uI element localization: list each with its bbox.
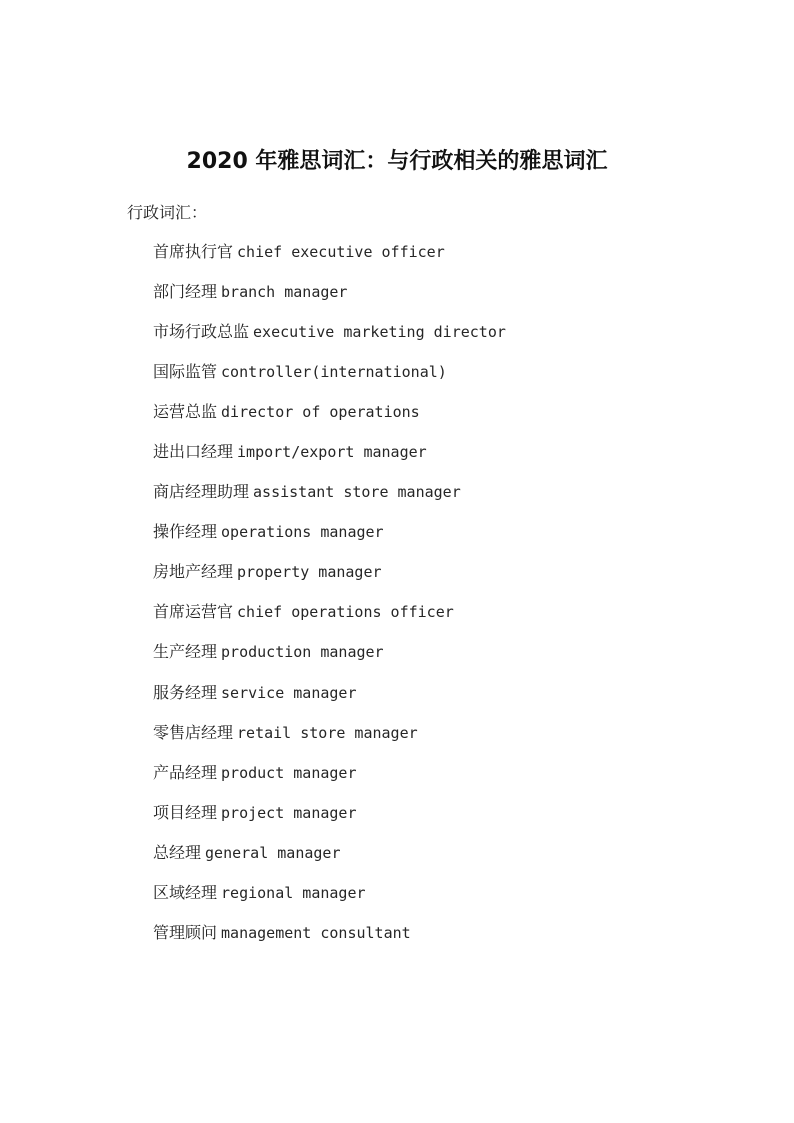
vocab-english-term: property manager <box>237 563 382 582</box>
vocab-chinese-term: 房地产经理 <box>153 562 234 582</box>
vocab-item <box>153 517 506 557</box>
vocab-chinese-term: 服务经理 <box>153 682 218 702</box>
vocab-chinese-term: 运营总监 <box>153 402 218 422</box>
vocab-english-term: chief operations officer <box>237 603 454 622</box>
vocab-english-term: general manager <box>205 843 341 862</box>
vocab-english-term: project manager <box>221 803 357 822</box>
vocab-chinese-term: 区域经理 <box>153 882 218 902</box>
vocab-english-term: product manager <box>221 763 357 782</box>
vocab-chinese-term: 项目经理 <box>153 802 218 822</box>
vocab-item <box>153 397 506 437</box>
vocab-chinese-term: 进出口经理 <box>153 442 234 462</box>
vocab-english-term: management consultant <box>221 923 411 942</box>
vocab-chinese-term: 市场行政总监 <box>153 322 250 342</box>
vocab-english-term: controller(international) <box>221 363 447 382</box>
vocab-chinese-term: 操作经理 <box>153 522 218 542</box>
vocab-item <box>153 798 506 838</box>
vocab-chinese-term: 首席运营官 <box>153 602 234 622</box>
vocab-item <box>153 838 506 878</box>
vocab-english-term: chief executive officer <box>237 243 445 261</box>
vocab-item <box>153 878 506 918</box>
vocab-english-term: director of operations <box>221 403 420 422</box>
vocab-chinese-term: 国际监管 <box>153 362 218 382</box>
vocab-english-term: operations manager <box>221 523 384 542</box>
vocab-item <box>153 758 506 798</box>
vocab-english-term: executive marketing director <box>253 323 506 342</box>
vocab-item <box>153 637 506 677</box>
vocab-chinese-term: 生产经理 <box>153 642 218 662</box>
vocab-item <box>153 718 506 758</box>
vocab-chinese-term: 商店经理助理 <box>153 482 250 502</box>
vocab-english-term: service manager <box>221 683 357 702</box>
vocab-list <box>153 237 506 958</box>
vocab-item <box>153 678 506 718</box>
section-label: 行政词汇： <box>127 203 208 222</box>
vocab-english-term: assistant store manager <box>253 483 461 502</box>
vocab-english-term: branch manager <box>221 283 348 302</box>
vocab-english-term: import/export manager <box>237 443 427 462</box>
vocab-english-term: retail store manager <box>237 723 418 742</box>
vocab-chinese-term: 首席执行官 <box>153 242 234 261</box>
vocab-item <box>153 918 506 958</box>
vocab-chinese-term: 部门经理 <box>153 282 218 302</box>
vocab-item <box>153 477 506 517</box>
vocab-item <box>153 597 506 637</box>
vocab-item <box>153 317 506 357</box>
vocab-item <box>153 277 506 317</box>
vocab-chinese-term: 产品经理 <box>153 762 218 782</box>
vocab-english-term: regional manager <box>221 883 366 902</box>
vocab-item <box>153 437 506 477</box>
vocab-item <box>153 237 506 277</box>
vocab-english-term: production manager <box>221 643 384 662</box>
document-title: 2020 年雅思词汇：与行政相关的雅思词汇 <box>186 149 608 174</box>
vocab-chinese-term: 总经理 <box>153 842 202 862</box>
vocab-item <box>153 557 506 597</box>
vocab-chinese-term: 管理顾问 <box>153 922 218 942</box>
vocab-item <box>153 357 506 397</box>
vocab-chinese-term: 零售店经理 <box>153 722 234 742</box>
